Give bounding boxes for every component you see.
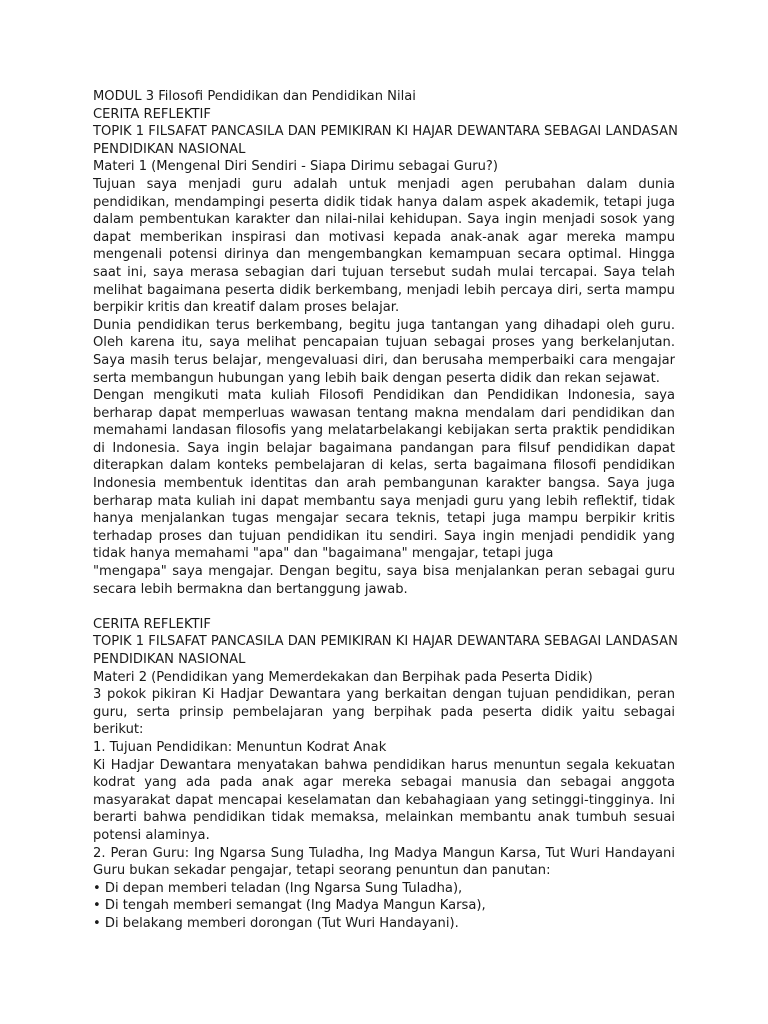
body-paragraph: 3 pokok pikiran Ki Hadjar Dewantara yang berkaitan dengan tujuan pendidikan, peran guru, serta prinsip pembelajaran yang berpihak pada peserta didik yaitu sebagai berikut: [93,687,675,738]
topic-title-line: PENDIDIKAN NASIONAL [93,141,246,157]
body-paragraph: "mengapa" saya mengajar. Dengan begitu, saya bisa menjalankan peran sebagai guru secara lebih bermakna dan bertanggung jawab. [93,564,675,597]
topic-title-line: TOPIK 1 FILSAFAT PANCASILA DAN PEMIKIRAN KI HAJAR DEWANTARA SEBAGAI LANDASAN [93,124,678,140]
point-heading: 1. Tujuan Pendidikan: Menuntun Kodrat Anak [93,739,387,755]
body-paragraph: 2. Peran Guru: Ing Ngarsa Sung Tuladha, Ing Madya Mangun Karsa, Tut Wuri Handayani Guru bukan sekadar pengajar, tetapi seorang penuntun dan panutan: [93,845,675,879]
materi-heading: Materi 1 (Mengenal Diri Sendiri - Siapa Dirimu sebagai Guru?) [93,159,498,175]
bullet-item: • Di tengah memberi semangat (Ing Madya Mangun Karsa), [93,898,486,914]
module-title: MODUL 3 Filosofi Pendidikan dan Pendidikan Nilai [93,89,416,104]
section-label: CERITA REFLEKTIF [93,616,211,632]
section-spacer [93,598,675,616]
body-paragraph: Dengan mengikuti mata kuliah Filosofi Pendidikan dan Pendidikan Indonesia, saya berharap dapat memperluas wawasan tentang makna mendalam dari pendidikan dan memahami landasan filosofis yang melatarbelakangi kebijakan serta praktik pendidikan di Indonesia. Saya ingin belajar bagaimana pandangan para filsuf pendidikan dapat diterapkan dalam konteks pembelajaran di kelas, serta bagaimana filosofi pendidikan Indonesia membentuk identitas dan arah pembangunan karakter bangsa. Saya juga berharap mata kuliah ini dapat membantu saya menjadi guru yang lebih reflektif, tidak hanya menjalankan tugas mengajar secara teknis, tetapi juga mampu berpikir kritis terhadap proses dan tujuan pendidikan itu sendiri. Saya ingin menjadi pendidik yang tidak hanya memahami "apa" dan "bagaimana" mengajar, tetapi juga [93,388,675,562]
materi-heading: Materi 2 (Pendidikan yang Memerdekakan dan Berpihak pada Peserta Didik) [93,669,593,685]
body-paragraph: Dunia pendidikan terus berkembang, begitu juga tantangan yang dihadapi oleh guru. Oleh karena itu, saya melihat pencapaian tujuan sebagai proses yang berkelanjutan. Saya masih terus belajar, mengevaluasi diri, dan berusaha memperbaiki cara mengajar serta membangun hubungan yang lebih baik dengan peserta didik dan rekan sejawat. [93,317,675,386]
body-paragraph: Tujuan saya menjadi guru adalah untuk menjadi agen perubahan dalam dunia pendidikan, mendampingi peserta didik tidak hanya dalam aspek akademik, tetapi juga dalam pembentukan karakter dan nilai-nilai kehidupan. Saya ingin menjadi sosok yang dapat memberikan inspirasi dan motivasi kepada anak-anak agar mereka mampu mengenali potensi dirinya dan mengembangkan kemampuan secara optimal. Hingga saat ini, saya merasa sebagian dari tujuan tersebut sudah mulai tercapai. Saya telah melihat bagaimana peserta didik berkembang, menjadi lebih percaya diri, serta mampu berpikir kritis dan kreatif dalam proses belajar. [93,176,675,316]
document-page [93,88,678,933]
body-paragraph: Ki Hadjar Dewantara menyatakan bahwa pendidikan harus menuntun segala kekuatan kodrat yang ada pada anak agar mereka sebagai manusia dan sebagai anggota masyarakat dapat mencapai keselamatan dan kebahagiaan yang setinggi-tingginya. Ini berarti bahwa pendidikan tidak memaksa, melainkan membantu anak tumbuh sesuai potensi alaminya. [93,757,675,843]
section-label: CERITA REFLEKTIF [93,106,211,122]
bullet-item: • Di belakang memberi dorongan (Tut Wuri Handayani). [93,915,459,931]
topic-title-line: TOPIK 1 FILSAFAT PANCASILA DAN PEMIKIRAN KI HAJAR DEWANTARA SEBAGAI LANDASAN [93,634,678,650]
bullet-item: • Di depan memberi teladan (Ing Ngarsa Sung Tuladha), [93,880,463,896]
topic-title-line: PENDIDIKAN NASIONAL [93,652,246,667]
